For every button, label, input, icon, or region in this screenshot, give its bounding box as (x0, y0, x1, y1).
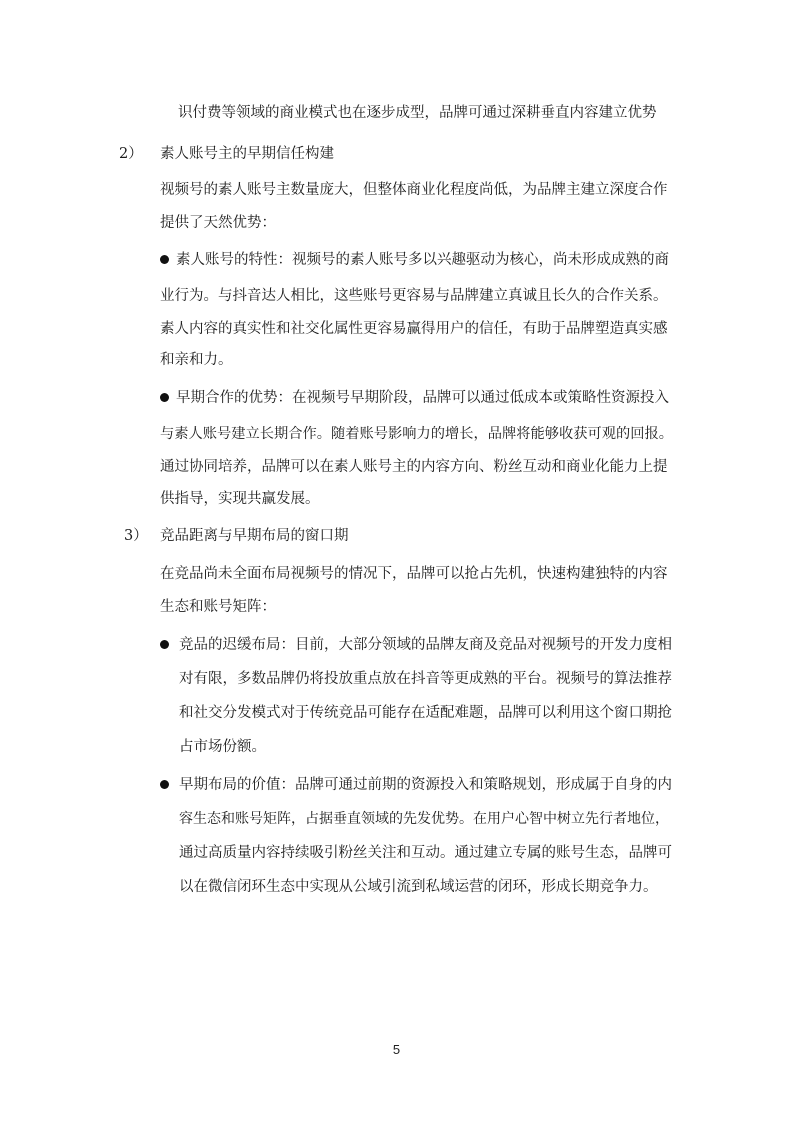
page-number: 5 (392, 1042, 401, 1057)
bullet-line: 占市场份额。 (179, 739, 266, 755)
bullet-line: 早期合作的优势：在视频号早期阶段，品牌可以通过低成本或策略性资源投入 (176, 390, 669, 406)
section-number: 3） (124, 528, 148, 544)
bullet-icon (160, 780, 169, 789)
bullet-line: 竞品的迟缓布局：目前，大部分领域的品牌友商及竞品对视频号的开发力度相 (179, 637, 672, 653)
bullet-line: 素人账号的特性：视频号的素人账号多以兴趣驱动为核心，尚未形成成熟的商 (176, 252, 669, 268)
bullet-line: 通过协同培养，品牌可以在素人账号主的内容方向、粉丝互动和商业化能力上提 (160, 459, 668, 475)
bullet-line: 和亲和力。 (160, 352, 233, 368)
bullet-icon (160, 640, 169, 649)
bullet-line: 与素人账号建立长期合作。随着账号影响力的增长，品牌将能够收获可观的回报。 (160, 426, 674, 442)
bullet-line: 容生态和账号矩阵，占据垂直领域的先发优势。在用户心智中树立先行者地位， (179, 811, 669, 827)
section-number: 2） (119, 146, 143, 162)
bullet-line: 供指导，实现共赢发展。 (160, 491, 320, 507)
bullet-icon (160, 255, 169, 264)
paragraph-line: 提供了天然优势： (160, 215, 276, 231)
section-title: 素人账号主的早期信任构建 (160, 146, 334, 162)
bullet-line: 对有限，多数品牌仍将投放重点放在抖音等更成熟的平台。视频号的算法推荐 (179, 671, 672, 687)
bullet-line: 早期布局的价值：品牌可通过前期的资源投入和策略规划，形成属于自身的内 (179, 777, 672, 793)
section-title: 竞品距离与早期布局的窗口期 (160, 528, 349, 544)
bullet-line: 和社交分发模式对于传统竞品可能存在适配难题，品牌可以利用这个窗口期抢 (179, 705, 672, 721)
bullet-line: 以在微信闭环生态中实现从公域引流到私域运营的闭环，形成长期竞争力。 (179, 879, 658, 895)
paragraph-line: 识付费等领域的商业模式也在逐步成型，品牌可通过深耕垂直内容建立优势 (178, 105, 657, 121)
paragraph-line: 视频号的素人账号主数量庞大，但整体商业化程度尚低，为品牌主建立深度合作 (160, 182, 668, 198)
bullet-line: 通过高质量内容持续吸引粉丝关注和互动。通过建立专属的账号生态，品牌可 (179, 845, 672, 861)
bullet-line: 素人内容的真实性和社交化属性更容易赢得用户的信任，有助于品牌塑造真实感 (160, 321, 668, 337)
paragraph-line: 在竞品尚未全面布局视频号的情况下，品牌可以抢占先机，快速构建独特的内容 (160, 566, 668, 582)
paragraph-line: 生态和账号矩阵： (160, 599, 276, 615)
bullet-icon (160, 393, 169, 402)
bullet-line: 业行为。与抖音达人相比，这些账号更容易与品牌建立真诚且长久的合作关系。 (160, 288, 668, 304)
